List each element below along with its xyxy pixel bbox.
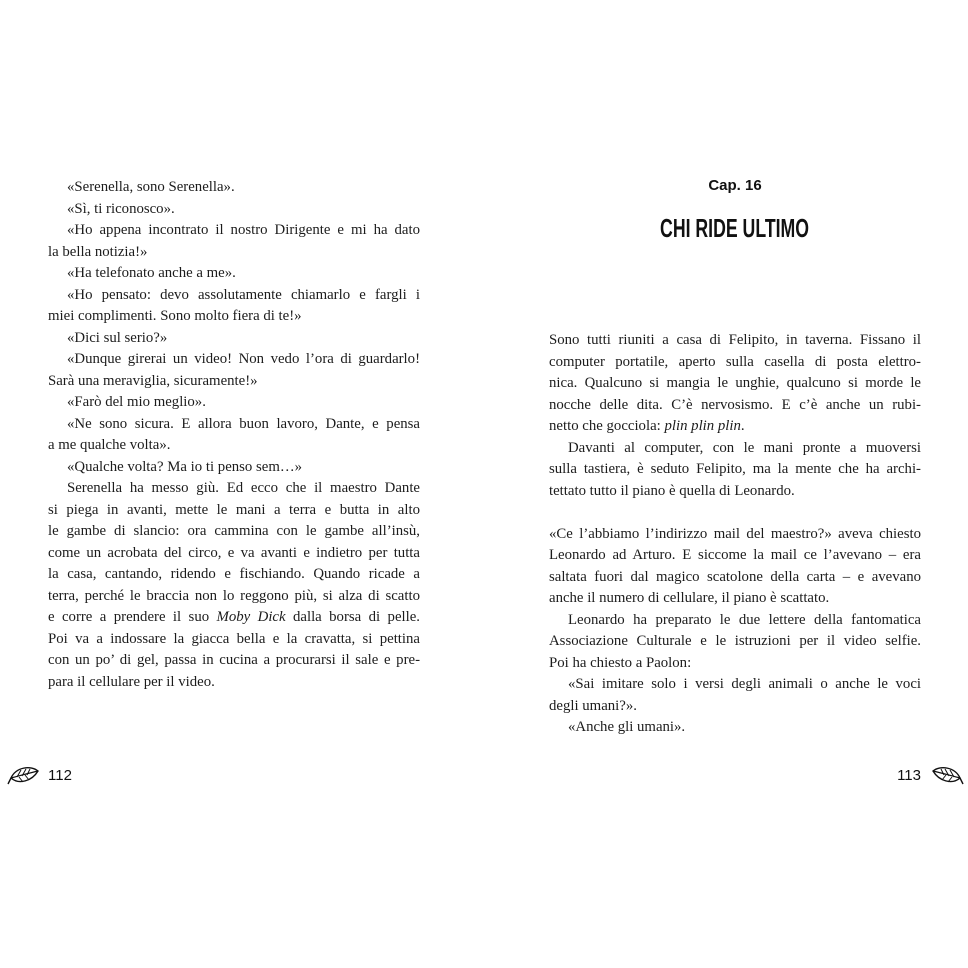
text-line: «Ho appena incontrato il nostro Dirigente e mi ha dato [67, 222, 420, 238]
right-page [484, 0, 968, 968]
paragraph [549, 674, 921, 717]
text-line: para il cellulare per il video. [48, 673, 215, 690]
paragraph [48, 478, 420, 693]
text-line: nica. Qualcuno si mangia le unghie, qualcuno si morde le [549, 375, 921, 391]
text-line: Davanti al computer, con le mani pronte a muoversi [568, 439, 921, 456]
text-line [549, 416, 921, 438]
text-line: sulla tastiera, è seduto Felipito, ma la mente che ha archi- [549, 461, 921, 477]
text-line: nocche delle dita. C’è nervosismo. E c’è anche un rubi- [549, 396, 921, 413]
text-line: Leonardo ha preparato le due lettere della fantomatica [568, 611, 921, 628]
text-line: «Sì, ti riconosco». [67, 200, 175, 217]
paragraph [48, 199, 420, 221]
text-line: Leonardo ad Arturo. E siccome la mail ce l’avevano – era [549, 547, 921, 563]
text-section [549, 330, 921, 502]
text-line: si piega in avanti, mette le mani a terra e butta in alto [48, 501, 420, 518]
text-line: Sarà una meraviglia, sicuramente!» [48, 372, 258, 389]
paragraph [549, 610, 921, 675]
text-section [48, 177, 420, 693]
text-line: degli umani?». [549, 697, 637, 714]
paragraph [549, 524, 921, 610]
paragraph [48, 328, 420, 350]
chapter-title [549, 213, 921, 243]
text-line: «Ne sono sicura. E allora buon lavoro, Dante, e pensa [67, 415, 420, 432]
text-line: «Dici sul serio?» [67, 329, 168, 346]
paragraph [48, 285, 420, 328]
text-line: «Serenella, sono Serenella». [67, 179, 235, 195]
paragraph [549, 438, 921, 503]
text-line: Serenella ha messo giù. Ed ecco che il maestro Dante [67, 480, 420, 496]
text-line: «Qualche volta? Ma io ti penso sem…» [67, 458, 303, 475]
emphasis-text: plin plin plin [664, 418, 741, 434]
text-line: Associazione Culturale e le istruzioni per il video selfie. [549, 633, 921, 649]
leaf-icon [7, 763, 41, 789]
text-line: computer portatile, aperto sulla casella di posta elettro- [549, 353, 921, 370]
text-line: Poi ha chiesto a Paolon: [549, 654, 692, 671]
text-segment: e corre a prendere il suo [48, 609, 217, 625]
text-line: saltata fuori dal magico scatolone della carta – e avevano [549, 568, 921, 585]
text-line: terra, perché le braccia non lo reggono più, si alza di scatto [48, 587, 420, 604]
text-line: miei complimenti. Sono molto fiera di te!» [48, 308, 302, 324]
chapter-label: Cap. 16 [708, 177, 762, 194]
text-line: «Farò del mio meglio». [67, 394, 206, 410]
chapter-title-text: CHI RIDE ULTIMO [660, 213, 810, 243]
text-line: «Anche gli umani». [568, 719, 686, 735]
left-page-text [48, 177, 420, 693]
text-line: come un acrobata del circo, e va avanti e indietro per tutta [48, 544, 420, 561]
text-line: «Ce l’abbiamo l’indirizzo mail del maestro?» aveva chiesto [549, 525, 921, 542]
page-number: 113 [897, 767, 921, 784]
text-line: la bella notizia!» [48, 243, 148, 260]
text-segment: dalla borsa di pelle. [285, 609, 420, 625]
paragraph [48, 414, 420, 457]
text-line: anche il numero di cellulare, il piano è scattato. [549, 590, 830, 606]
paragraph [48, 392, 420, 414]
paragraph [549, 330, 921, 438]
text-line: Poi va a indossare la giacca bella e la cravatta, si pettina [48, 630, 420, 647]
paragraph [48, 263, 420, 285]
text-section [549, 524, 921, 739]
paragraph [48, 349, 420, 392]
text-segment: . [740, 418, 745, 434]
text-line: «Ho pensato: devo assolutamente chiamarlo e fargli i [67, 286, 420, 303]
paragraph [549, 717, 921, 739]
text-segment: netto che gocciola: [549, 418, 665, 434]
text-line: a me qualche volta». [48, 437, 171, 453]
paragraph [48, 220, 420, 263]
text-line [48, 607, 420, 629]
text-line: con un po’ di gel, passa in cucina a procurarsi il sale e pre- [48, 652, 420, 668]
text-line: le gambe di slancio: ora cammina con le gambe all’insù, [48, 523, 420, 539]
text-line: tettato tutto il piano è quella di Leonardo. [549, 482, 795, 499]
paragraph [48, 457, 420, 479]
text-line: Sono tutti riuniti a casa di Felipito, in taverna. Fissano il [549, 332, 921, 348]
text-line: «Sai imitare solo i versi degli animali o anche le voci [568, 676, 921, 692]
text-line: la casa, cantando, ridendo e fischiando. Quando ricade a [48, 566, 420, 582]
text-line: «Dunque girerai un video! Non vedo l’ora di guardarlo! [67, 351, 420, 367]
leaf-icon [930, 763, 964, 789]
text-line: «Ha telefonato anche a me». [67, 265, 236, 281]
right-page-text [549, 330, 921, 739]
emphasis-text: Moby Dick [216, 609, 286, 625]
paragraph [48, 177, 420, 199]
page-number: 112 [48, 767, 72, 784]
